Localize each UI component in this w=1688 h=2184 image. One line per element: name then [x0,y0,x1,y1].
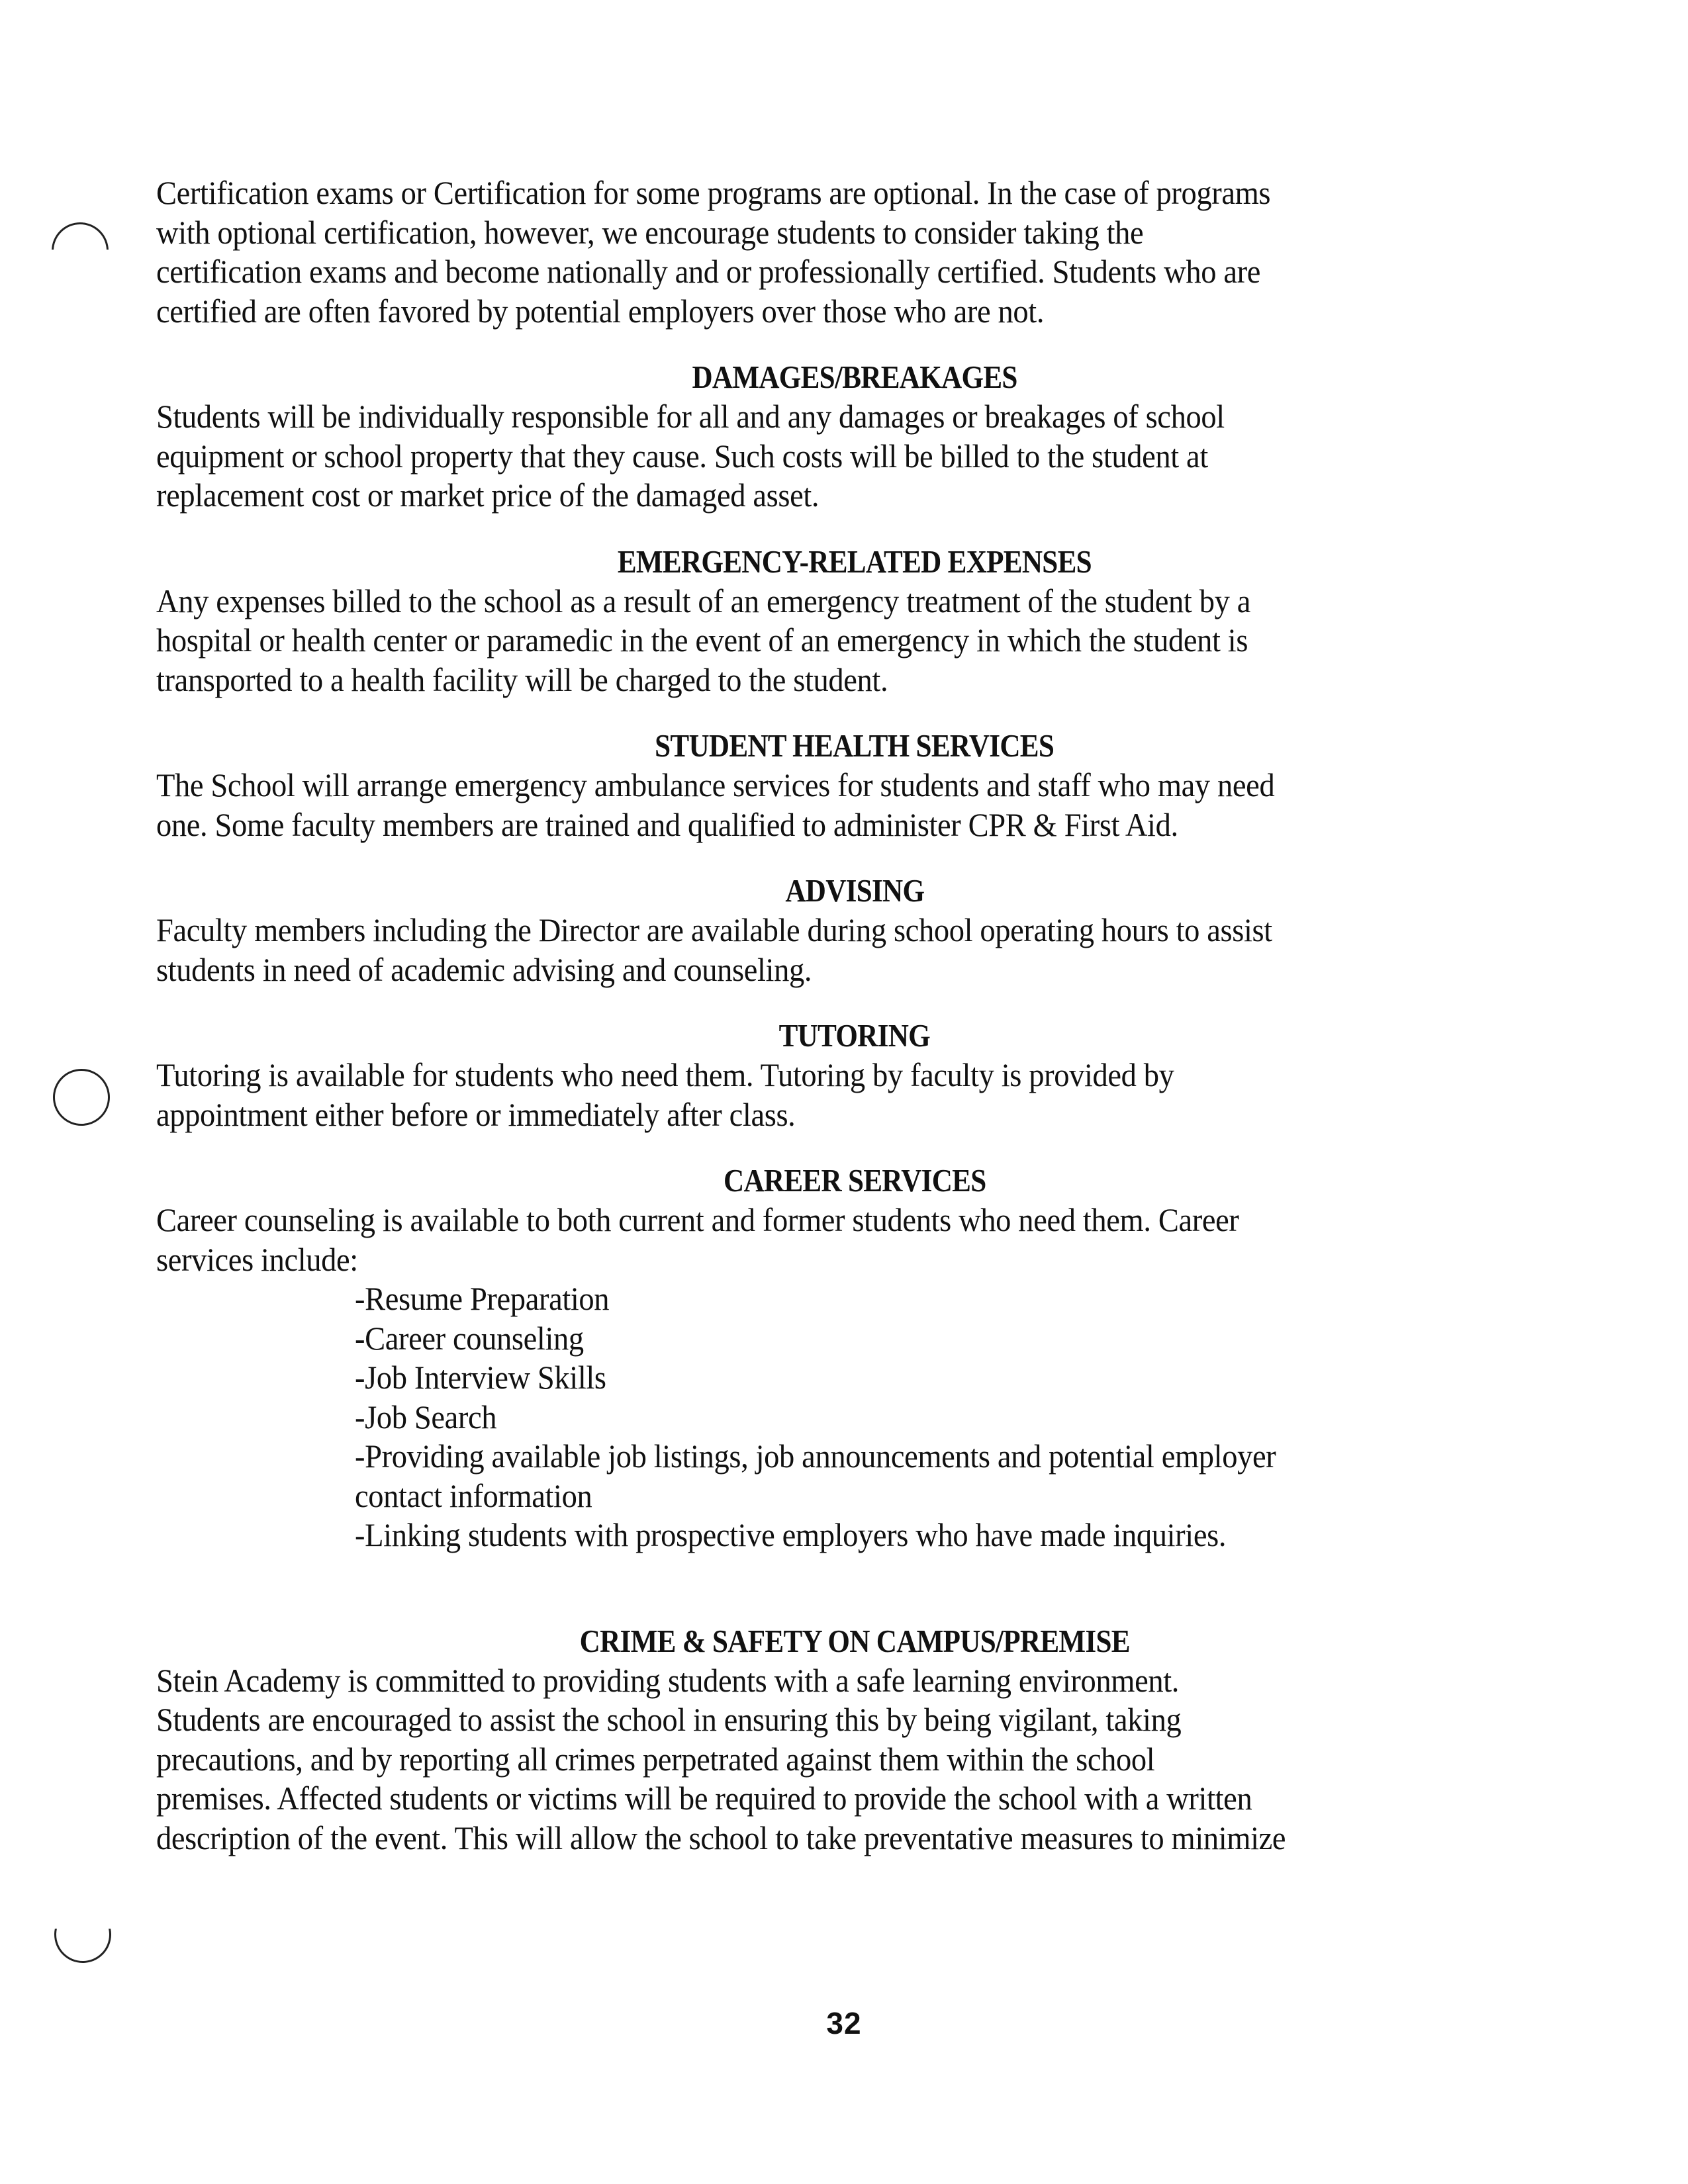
section-heading: CRIME & SAFETY ON CAMPUS/PREMISE [579,1622,1130,1659]
binder-hole-mark-top [52,222,109,279]
paragraph-line: equipment or school property that they cause. Such costs will be billed to the student at [156,437,1208,475]
list-item: -Resume Preparation [355,1280,610,1317]
binder-hole-mark-bottom [54,1906,111,1963]
section-heading: TUTORING [778,1017,931,1054]
paragraph-line: Certification exams or Certification for some programs are optional. In the case of programs [156,174,1271,211]
paragraph-line: hospital or health center or paramedic in the event of an emergency in which the student is [156,621,1248,659]
career-services-list [156,1279,1553,1555]
section-heading: DAMAGES/BREAKAGES [692,359,1017,395]
section-heading: ADVISING [784,872,925,909]
section-heading: EMERGENCY-RELATED EXPENSES [617,543,1092,580]
paragraph-line: certified are often favored by potential employers over those who are not. [156,292,1045,330]
paragraph-line: appointment either before or immediately after class. [156,1095,796,1133]
paragraph-line: Stein Academy is committed to providing students with a safe learning environment. [156,1661,1180,1699]
paragraph-line: certification exams and become nationally and or professionally certified. Students who are [156,253,1260,290]
list-item: -Job Interview Skills [355,1359,606,1396]
section-emergency-related-expenses [156,542,1553,700]
paragraph-line: with optional certification, however, we encourage students to consider taking the [156,213,1144,251]
paragraph-line: students in need of academic advising and counseling. [156,950,812,988]
paragraph-line: Students will be individually responsible for all and any damages or breakages of school [156,398,1225,435]
list-item: -Linking students with prospective employers who have made inquiries. [355,1516,1227,1553]
page-content [156,173,1553,1858]
paragraph-line: replacement cost or market price of the damaged asset. [156,477,820,514]
section-student-health-services [156,726,1553,844]
list-item: contact information [355,1477,592,1514]
certification-intro [156,173,1553,331]
section-advising [156,871,1553,989]
section-tutoring [156,1016,1553,1134]
paragraph-line: transported to a health facility will be charged to the student. [156,660,888,698]
paragraph-line: description of the event. This will allow the school to take preventative measures to minimize [156,1819,1286,1856]
paragraph-line: The School will arrange emergency ambulance services for students and staff who may need [156,766,1275,803]
list-item: -Providing available job listings, job announcements and potential employer [355,1437,1276,1475]
paragraph-line: Faculty members including the Director are available during school operating hours to assist [156,911,1272,948]
page-number: 32 [826,2006,862,2040]
paragraph-line: premises. Affected students or victims will be required to provide the school with a written [156,1780,1252,1817]
paragraph-line: one. Some faculty members are trained and qualified to administer CPR & First Aid. [156,805,1178,843]
section-career-services [156,1161,1553,1555]
section-damages-breakages [156,357,1553,516]
paragraph-line: precautions, and by reporting all crimes perpetrated against them within the school [156,1740,1155,1778]
section-crime-and-safety [156,1621,1553,1858]
paragraph-line: Any expenses billed to the school as a result of an emergency treatment of the student by a [156,582,1251,619]
section-heading: CAREER SERVICES [723,1162,986,1199]
paragraph-line: Tutoring is available for students who need them. Tutoring by faculty is provided by [156,1056,1174,1093]
binder-hole-mark-middle [53,1069,110,1126]
section-heading: STUDENT HEALTH SERVICES [655,727,1055,764]
paragraph-line: services include: [156,1240,358,1278]
list-item: -Career counseling [355,1319,584,1357]
paragraph-line: Students are encouraged to assist the school in ensuring this by being vigilant, taking [156,1701,1182,1738]
paragraph-line: Career counseling is available to both current and former students who need them. Career [156,1201,1239,1238]
list-item: -Job Search [355,1398,497,1435]
